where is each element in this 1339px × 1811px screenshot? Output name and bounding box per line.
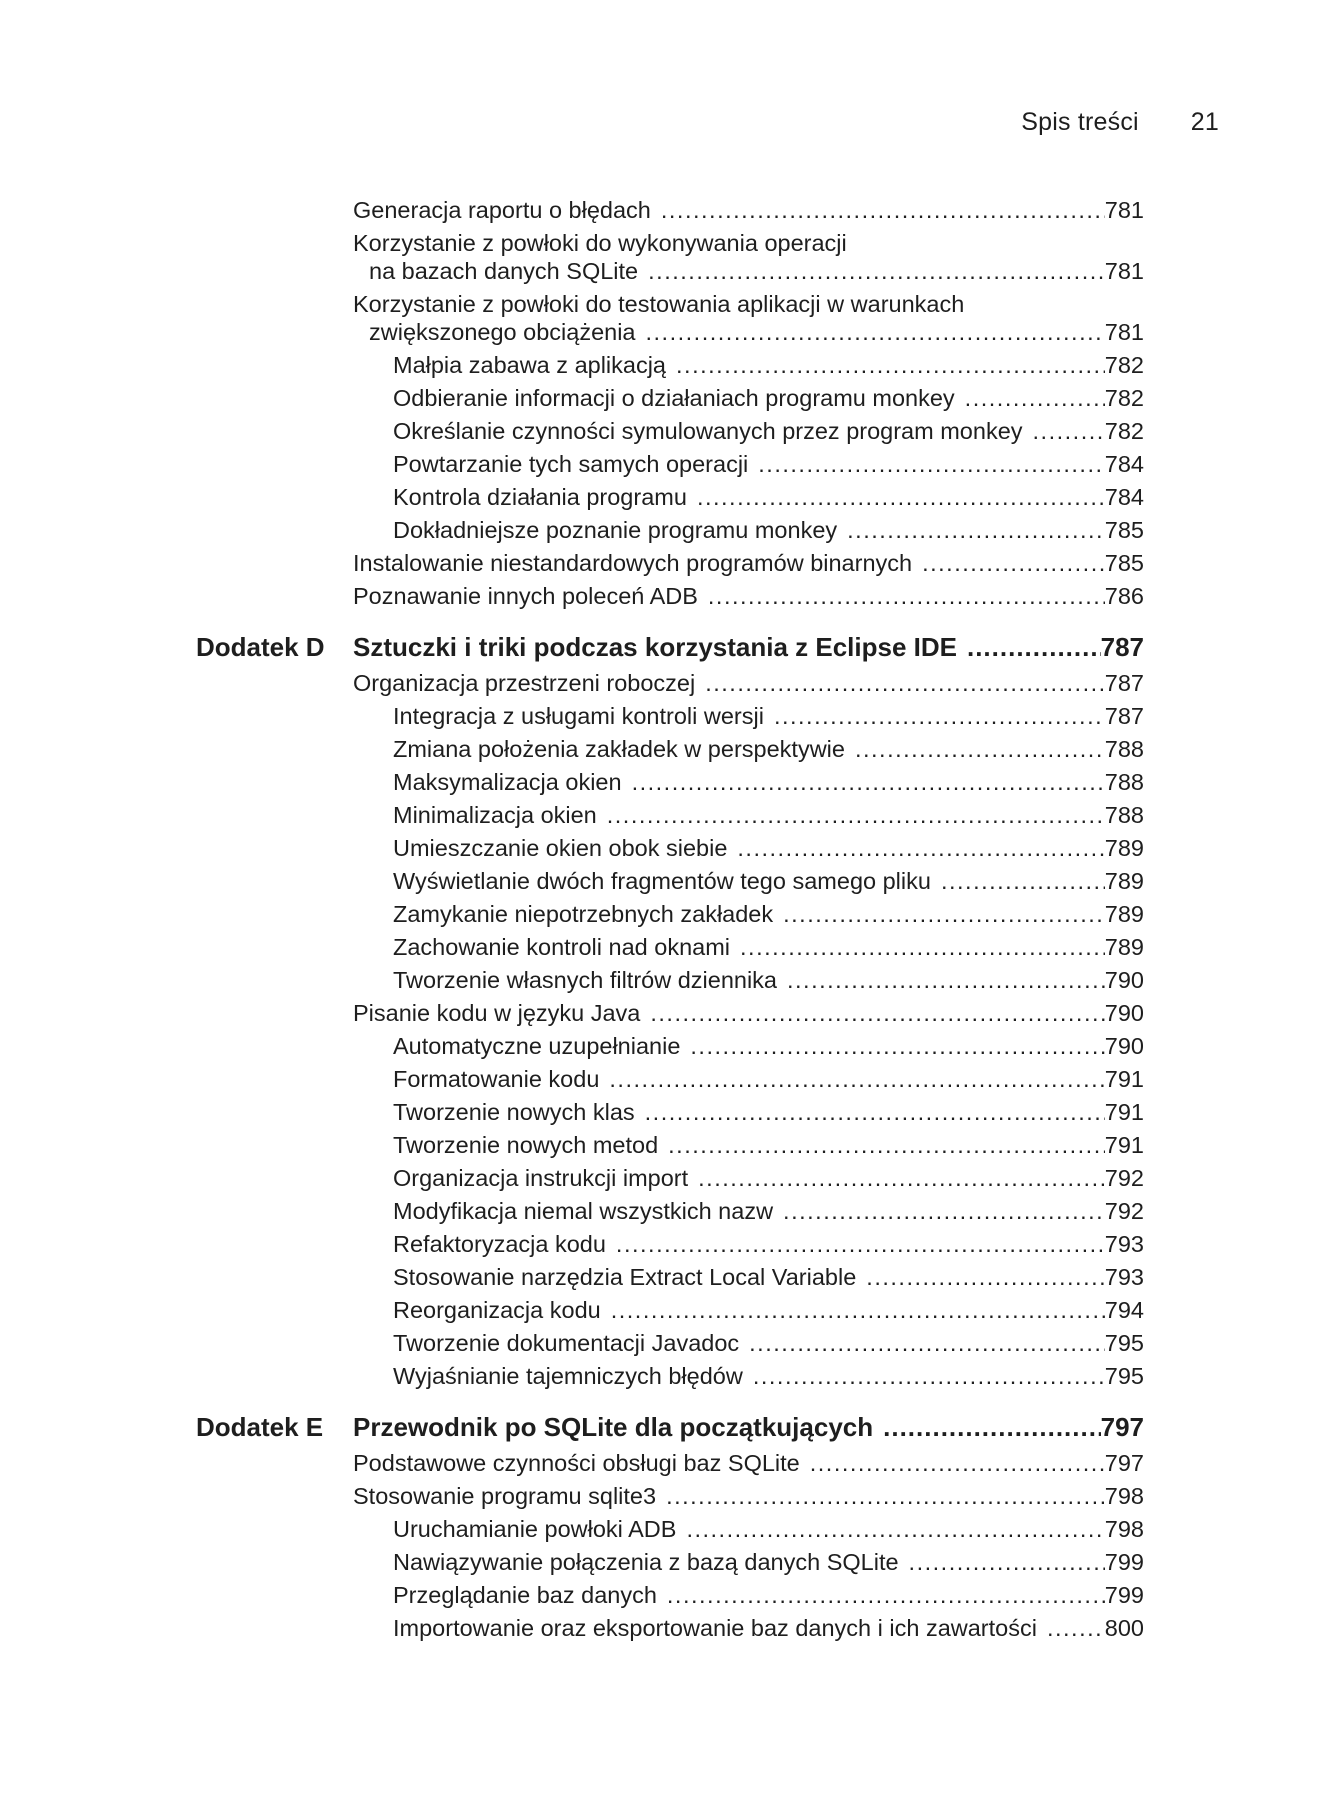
entry-page: 790: [1104, 1033, 1144, 1059]
dot-leader-line: [353, 627, 1144, 667]
entry-title: Automatyczne uzupełnianie: [393, 1033, 681, 1059]
entry-page: 799: [1104, 1549, 1144, 1575]
dot-leader-line: [353, 547, 1144, 580]
chapter-heading: [0, 627, 1339, 667]
entry-title: Stosowanie programu sqlite3: [353, 1483, 657, 1509]
dot-leader: [661, 194, 1105, 227]
toc-entry: [0, 227, 1339, 288]
chapter-heading: [0, 1407, 1339, 1447]
entry-page: 795: [1104, 1363, 1144, 1389]
dot-leader: [847, 514, 1105, 547]
dot-leader-line: [393, 448, 1144, 481]
dot-leader-line: [393, 964, 1144, 997]
running-head: [1021, 108, 1219, 137]
dot-leader: [698, 1162, 1105, 1195]
entry-page: 782: [1104, 418, 1144, 444]
dot-leader: [774, 700, 1105, 733]
dot-leader: [1047, 1612, 1105, 1645]
dot-leader-line: [393, 1030, 1144, 1063]
toc-entry: [0, 1513, 1339, 1546]
toc-entry: [0, 700, 1339, 733]
entry-page: 790: [1104, 967, 1144, 993]
toc-entry: [0, 1030, 1339, 1063]
entry-page: 787: [1104, 703, 1144, 729]
running-head-section: Spis treści: [1021, 108, 1139, 136]
entry-page: 788: [1104, 736, 1144, 762]
dot-leader: [650, 997, 1104, 1030]
dot-leader: [632, 766, 1105, 799]
toc-entry: [0, 1327, 1339, 1360]
entry-title: Refaktoryzacja kodu: [393, 1231, 606, 1257]
entry-page: 791: [1104, 1099, 1144, 1125]
dot-leader: [810, 1447, 1105, 1480]
dot-leader-line: [393, 1096, 1144, 1129]
dot-leader: [783, 898, 1105, 931]
dot-leader: [758, 448, 1105, 481]
toc-entry: [0, 448, 1339, 481]
entry-page: 789: [1104, 901, 1144, 927]
toc-entry: [0, 1360, 1339, 1393]
dot-leader-line: [393, 481, 1144, 514]
dot-leader: [686, 1513, 1104, 1546]
dot-leader: [783, 1195, 1105, 1228]
entry-page: 789: [1104, 934, 1144, 960]
entry-title: Maksymalizacja okien: [393, 769, 622, 795]
entry-title: Odbieranie informacji o działaniach programu monkey: [393, 385, 955, 411]
dot-leader-line: [393, 1294, 1144, 1327]
entry-title: Małpia zabawa z aplikacją: [393, 352, 667, 378]
entry-title: zwiększonego obciążenia: [369, 319, 636, 345]
dot-leader-line: [393, 1063, 1144, 1096]
dot-leader-line: [393, 931, 1144, 964]
toc-entry: [0, 667, 1339, 700]
toc-entry: [0, 1129, 1339, 1162]
entry-title: Organizacja instrukcji import: [393, 1165, 689, 1191]
dot-leader: [616, 1228, 1105, 1261]
entry-title: Dokładniejsze poznanie programu monkey: [393, 517, 838, 543]
entry-title: Powtarzanie tych samych operacji: [393, 451, 749, 477]
entry-page: 782: [1104, 385, 1144, 411]
entry-page: 781: [1104, 319, 1144, 345]
entry-title: Kontrola działania programu: [393, 484, 687, 510]
page-number: 21: [1190, 108, 1219, 136]
entry-title: Określanie czynności symulowanych przez program monkey: [393, 418, 1023, 444]
entry-page: 788: [1104, 802, 1144, 828]
dot-leader-line: [393, 898, 1144, 931]
dot-leader: [883, 1407, 1100, 1447]
toc-entry: [0, 1228, 1339, 1261]
entry-title: Przewodnik po SQLite dla początkujących: [353, 1412, 874, 1442]
entry-page: 795: [1104, 1330, 1144, 1356]
entry-page: 797: [1104, 1450, 1144, 1476]
entry-page: 793: [1104, 1264, 1144, 1290]
dot-leader: [787, 964, 1105, 997]
entry-page: 789: [1104, 868, 1144, 894]
toc-entry: [0, 898, 1339, 931]
dot-leader: [645, 1096, 1105, 1129]
entry-page: 800: [1104, 1615, 1144, 1641]
toc-entry: [0, 799, 1339, 832]
toc-entry: [0, 964, 1339, 997]
dot-leader: [648, 255, 1105, 288]
toc-entry: [0, 832, 1339, 865]
entry-title-line1: Korzystanie z powłoki do wykonywania operacji: [353, 230, 847, 256]
entry-page: 792: [1104, 1198, 1144, 1224]
dot-leader-line: [353, 580, 1144, 613]
entry-title: Modyfikacja niemal wszystkich nazw: [393, 1198, 774, 1224]
toc-entry: [0, 865, 1339, 898]
dot-leader: [708, 580, 1105, 613]
entry-page: 786: [1104, 583, 1144, 609]
toc-entry: [0, 997, 1339, 1030]
dot-leader-line: [393, 1546, 1144, 1579]
entry-title: Sztuczki i triki podczas korzystania z Eclipse IDE: [353, 632, 957, 662]
entry-title: Tworzenie własnych filtrów dziennika: [393, 967, 777, 993]
entry-page: 781: [1104, 258, 1144, 284]
dot-leader: [740, 931, 1105, 964]
toc-entry: [0, 1294, 1339, 1327]
dot-leader: [668, 1129, 1105, 1162]
entry-title: Importowanie oraz eksportowanie baz danych i ich zawartości: [393, 1615, 1037, 1641]
entry-title: Formatowanie kodu: [393, 1066, 600, 1092]
dot-leader: [967, 627, 1101, 667]
entry-page: 790: [1104, 1000, 1144, 1026]
entry-title: Przeglądanie baz danych: [393, 1582, 657, 1608]
dot-leader-line: [393, 700, 1144, 733]
dot-leader-line: [353, 997, 1144, 1030]
dot-leader-line: [353, 667, 1144, 700]
toc-entry: [0, 766, 1339, 799]
dot-leader: [866, 1261, 1104, 1294]
chapter-label: Dodatek E: [196, 1412, 324, 1442]
dot-leader: [1033, 415, 1105, 448]
toc-entry: [0, 1480, 1339, 1513]
entry-title: Integracja z usługami kontroli wersji: [393, 703, 764, 729]
dot-leader-line: [369, 255, 1144, 288]
entry-title: Uruchamianie powłoki ADB: [393, 1516, 677, 1542]
dot-leader-line: [393, 1195, 1144, 1228]
toc-entry: [0, 1261, 1339, 1294]
entry-page: 791: [1104, 1066, 1144, 1092]
entry-title: Zmiana położenia zakładek w perspektywie: [393, 736, 845, 762]
dot-leader-line: [393, 832, 1144, 865]
dot-leader: [737, 832, 1104, 865]
dot-leader: [922, 547, 1105, 580]
entry-title: Generacja raportu o błędach: [353, 197, 651, 223]
entry-title-line1: Korzystanie z powłoki do testowania aplikacji w warunkach: [353, 291, 965, 317]
dot-leader: [753, 1360, 1105, 1393]
dot-leader: [965, 382, 1105, 415]
entry-page: 798: [1104, 1516, 1144, 1542]
entry-page: 784: [1104, 451, 1144, 477]
dot-leader-line: [393, 1228, 1144, 1261]
entry-page: 792: [1104, 1165, 1144, 1191]
toc-entry: [0, 1162, 1339, 1195]
entry-title: Instalowanie niestandardowych programów binarnych: [353, 550, 913, 576]
toc-entry: [0, 288, 1339, 349]
chapter-label: Dodatek D: [196, 632, 325, 662]
dot-leader: [611, 1294, 1105, 1327]
dot-leader: [749, 1327, 1105, 1360]
toc-entry: [0, 547, 1339, 580]
dot-leader: [666, 1480, 1105, 1513]
entry-page: 791: [1104, 1132, 1144, 1158]
entry-title: Wyjaśnianie tajemniczych błędów: [393, 1363, 743, 1389]
entry-page: 781: [1104, 197, 1144, 223]
toc-entry: [0, 415, 1339, 448]
entry-page: 789: [1104, 835, 1144, 861]
dot-leader-line: [393, 1162, 1144, 1195]
dot-leader-line: [393, 1360, 1144, 1393]
toc-entry: [0, 1546, 1339, 1579]
toc-entry: [0, 733, 1339, 766]
entry-page: 799: [1104, 1582, 1144, 1608]
entry-page: 787: [1100, 632, 1144, 662]
toc-entry: [0, 1612, 1339, 1645]
toc-entry: [0, 514, 1339, 547]
entry-title: Tworzenie nowych klas: [393, 1099, 635, 1125]
entry-title: Pisanie kodu w języku Java: [353, 1000, 641, 1026]
dot-leader: [607, 799, 1105, 832]
entry-title: Podstawowe czynności obsługi baz SQLite: [353, 1450, 800, 1476]
dot-leader: [909, 1546, 1105, 1579]
entry-page: 787: [1104, 670, 1144, 696]
dot-leader-line: [393, 1327, 1144, 1360]
entry-title: Tworzenie dokumentacji Javadoc: [393, 1330, 740, 1356]
dot-leader-line: [393, 1612, 1144, 1645]
dot-leader: [609, 1063, 1104, 1096]
dot-leader: [855, 733, 1105, 766]
dot-leader-line: [393, 799, 1144, 832]
dot-leader: [705, 667, 1105, 700]
entry-page: 798: [1104, 1483, 1144, 1509]
toc-entry: [0, 1579, 1339, 1612]
dot-leader-line: [353, 1480, 1144, 1513]
dot-leader-line: [393, 1129, 1144, 1162]
entry-title: Minimalizacja okien: [393, 802, 597, 828]
toc-entry: [0, 580, 1339, 613]
dot-leader-line: [393, 349, 1144, 382]
toc-entry: [0, 931, 1339, 964]
entry-title: Tworzenie nowych metod: [393, 1132, 659, 1158]
entry-title: Zachowanie kontroli nad oknami: [393, 934, 731, 960]
entry-page: 785: [1104, 517, 1144, 543]
dot-leader-line: [353, 194, 1144, 227]
dot-leader-line: [393, 415, 1144, 448]
dot-leader: [667, 1579, 1105, 1612]
entry-title: Wyświetlanie dwóch fragmentów tego samego pliku: [393, 868, 931, 894]
toc-entry: [0, 382, 1339, 415]
dot-leader-line: [393, 865, 1144, 898]
toc-entry: [0, 1195, 1339, 1228]
entry-title: Umieszczanie okien obok siebie: [393, 835, 728, 861]
dot-leader-line: [393, 766, 1144, 799]
entry-title: na bazach danych SQLite: [369, 258, 639, 284]
toc-entry: [0, 349, 1339, 382]
toc-entry: [0, 1447, 1339, 1480]
dot-leader-line: [353, 1407, 1144, 1447]
dot-leader-line: [393, 1513, 1144, 1546]
entry-page: 793: [1104, 1231, 1144, 1257]
dot-leader: [690, 1030, 1104, 1063]
dot-leader-line: [393, 733, 1144, 766]
table-of-contents: [0, 194, 1339, 1645]
dot-leader: [941, 865, 1105, 898]
entry-title: Reorganizacja kodu: [393, 1297, 601, 1323]
toc-entry: [0, 1063, 1339, 1096]
entry-page: 797: [1100, 1412, 1144, 1442]
dot-leader-line: [369, 316, 1144, 349]
dot-leader-line: [393, 514, 1144, 547]
entry-page: 784: [1104, 484, 1144, 510]
entry-page: 782: [1104, 352, 1144, 378]
entry-page: 788: [1104, 769, 1144, 795]
entry-title: Organizacja przestrzeni roboczej: [353, 670, 696, 696]
toc-entry: [0, 1096, 1339, 1129]
toc-entry: [0, 194, 1339, 227]
entry-title: Zamykanie niepotrzebnych zakładek: [393, 901, 774, 927]
entry-title: Stosowanie narzędzia Extract Local Variable: [393, 1264, 857, 1290]
dot-leader-line: [393, 1579, 1144, 1612]
entry-title: Nawiązywanie połączenia z bazą danych SQLite: [393, 1549, 899, 1575]
entry-page: 785: [1104, 550, 1144, 576]
dot-leader: [697, 481, 1105, 514]
entry-page: 794: [1104, 1297, 1144, 1323]
dot-leader: [646, 316, 1105, 349]
dot-leader: [676, 349, 1105, 382]
dot-leader-line: [393, 1261, 1144, 1294]
entry-title: Poznawanie innych poleceń ADB: [353, 583, 698, 609]
dot-leader-line: [393, 382, 1144, 415]
toc-entry: [0, 481, 1339, 514]
dot-leader-line: [353, 1447, 1144, 1480]
